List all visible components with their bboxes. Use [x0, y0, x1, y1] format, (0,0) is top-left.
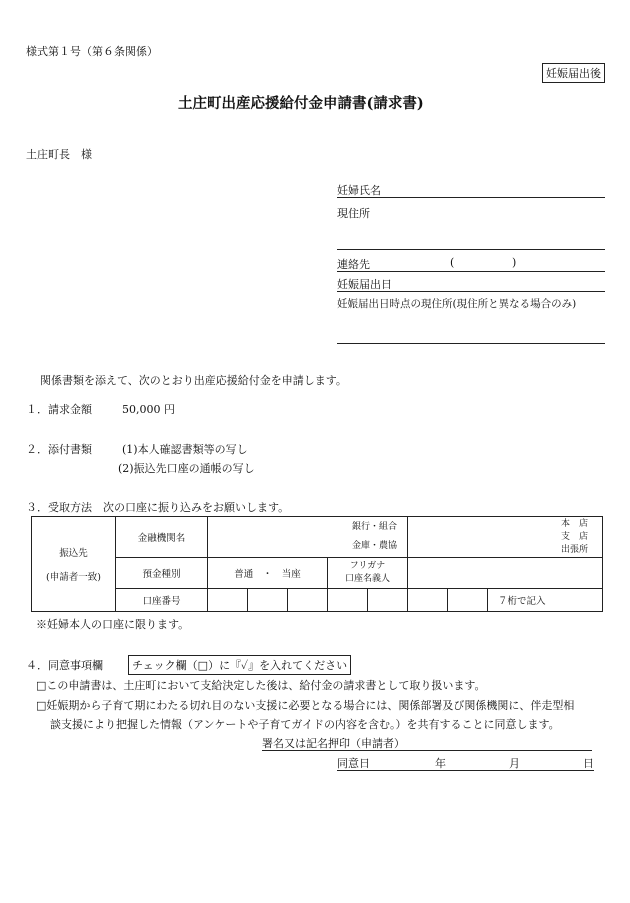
signature-label: 署名又は記名押印（申請者） — [262, 737, 405, 750]
branch-name-field[interactable] — [408, 517, 603, 558]
consent-item-2-continued: 談支援により把握した情報（アンケートや子育てガイドの内容を含む。）を共有することに同意します。 — [50, 718, 560, 731]
intro-text: 関係書類を添えて、次のとおり出産応援給付金を申請します。 — [40, 374, 347, 387]
consent-date-field[interactable] — [337, 755, 594, 771]
institution-label: 金融機関名 — [116, 517, 208, 558]
status-stamp: 妊娠届出後 — [542, 63, 605, 83]
holder-label-cell — [328, 558, 408, 589]
bank-types: 銀行・組合 — [351, 522, 397, 532]
address-at-report-field[interactable] — [337, 328, 605, 344]
pregnancy-date-label: 妊娠届出日 — [337, 278, 392, 291]
request-amount: 50,000 円 — [122, 403, 175, 416]
month-label: 月 — [509, 757, 520, 770]
contact-paren-open: ( — [450, 256, 455, 269]
account-number-label: 口座番号 — [116, 589, 208, 612]
attachment-item: (1)本人確認書類等の写し — [122, 443, 248, 456]
consent-checkbox-item-2[interactable]: □妊娠期から子育て期にわたる切れ目のない支援に必要となる場合には、関係部署及び関係機関に、伴走型相 — [36, 699, 575, 712]
address-at-report-label: 妊娠届出日時点の現住所(現住所と異なる場合のみ) — [337, 298, 577, 310]
applicant-name-field[interactable] — [337, 182, 605, 198]
institution-name-field[interactable] — [208, 517, 408, 558]
section3-label: ３．受取方法 次の口座に振り込みをお願いします。 — [26, 501, 290, 514]
kana-label: フリガナ — [349, 561, 386, 571]
account-digit-cell[interactable] — [448, 589, 488, 612]
signature-field[interactable] — [262, 735, 592, 751]
contact-field[interactable] — [337, 256, 605, 272]
account-type-label: 預金種別 — [116, 558, 208, 589]
address-label: 現住所 — [337, 207, 370, 220]
section1-label: １．請求金額 — [26, 403, 92, 416]
account-digit-cell[interactable] — [248, 589, 288, 612]
contact-paren-close: ) — [512, 256, 517, 269]
branch-type-office: 出張所 — [561, 544, 589, 555]
recipient-label: 振込先 — [59, 548, 88, 559]
attachment-item: (2)振込先口座の通帳の写し — [118, 462, 255, 475]
recipient-note: (申請者一致) — [46, 572, 101, 583]
branch-type-sub: 支 店 — [561, 531, 589, 542]
address-field[interactable] — [337, 234, 605, 250]
holder-name-field[interactable] — [408, 558, 603, 589]
branch-type-main: 本 店 — [561, 518, 589, 529]
bank-types-2: 金庫・農協 — [351, 541, 397, 551]
consent-checkbox-item-1[interactable]: □この申請書は、土庄町において支給決定した後は、給付金の請求書として取り扱います。 — [36, 679, 486, 692]
account-digit-cell[interactable] — [288, 589, 328, 612]
section2-label: ２．添付書類 — [26, 443, 92, 456]
account-digit-cell[interactable] — [368, 589, 408, 612]
addressee: 土庄町長 様 — [26, 148, 92, 161]
applicant-name-label: 妊婦氏名 — [337, 184, 381, 197]
year-label: 年 — [435, 757, 446, 770]
section4-label: ４．同意事項欄 — [26, 659, 103, 672]
digits-note: ７桁で記入 — [488, 589, 603, 612]
account-digit-cell[interactable] — [328, 589, 368, 612]
consent-date-label: 同意日 — [337, 757, 370, 770]
bank-account-table — [31, 516, 603, 612]
form-number: 様式第１号（第６条関係） — [26, 45, 158, 58]
consent-instruction: チェック欄（□）に『✓』を入れてください — [128, 655, 351, 675]
account-digit-cell[interactable] — [208, 589, 248, 612]
account-note: ※妊婦本人の口座に限ります。 — [36, 618, 190, 631]
account-digit-cell[interactable] — [408, 589, 448, 612]
page-title: 土庄町出産応援給付金申請書(請求書) — [178, 95, 424, 112]
holder-label: 口座名義人 — [344, 574, 390, 584]
contact-label: 連絡先 — [337, 258, 370, 271]
recipient-cell — [32, 517, 116, 612]
day-label: 日 — [583, 757, 594, 770]
account-type-options[interactable]: 普通 ・ 当座 — [208, 558, 328, 589]
pregnancy-date-field[interactable] — [337, 276, 605, 292]
